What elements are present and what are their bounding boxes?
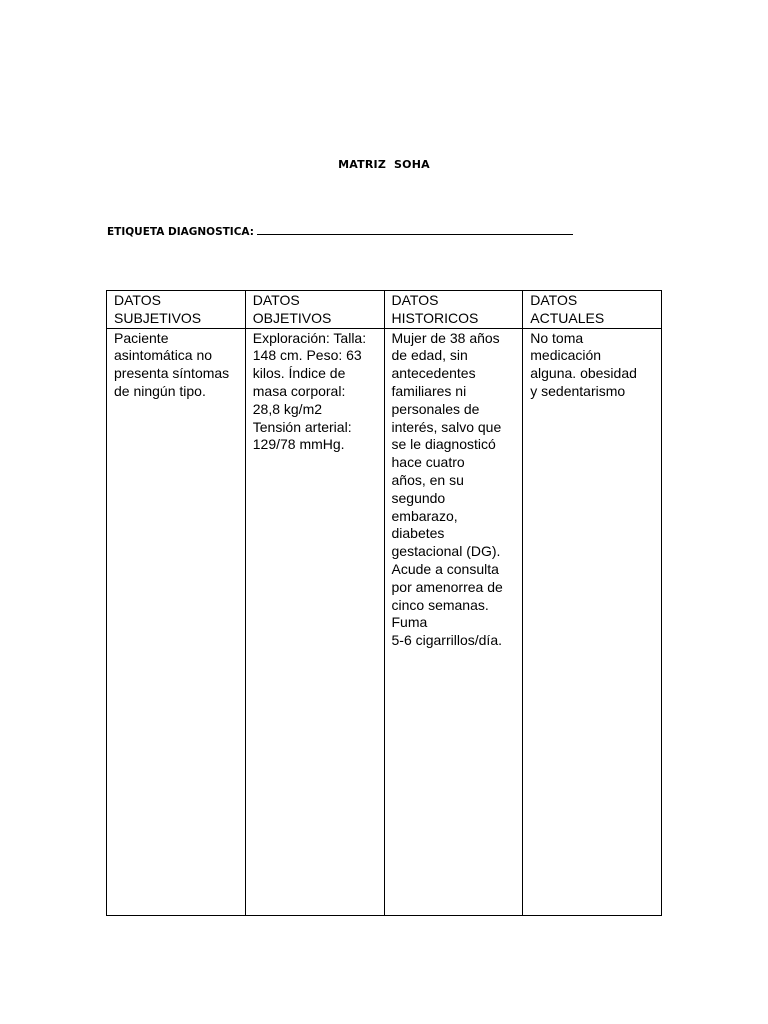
diagnostic-blank-line <box>257 225 573 235</box>
cell-datos-historicos: Mujer de 38 años de edad, sin antecedentes familiares ni personales de interés, salvo que se le diagnosticó hace cuatro años, en su segundo embarazo, diabetes gestacional (DG). Acude a consulta por amenorrea de cinco semanas. Fuma 5-6 cigarrillos/día. <box>384 328 523 915</box>
cell-datos-subjetivos: Paciente asintomática no presenta síntomas de ningún tipo. <box>107 328 246 915</box>
document-title: MATRIZ SOHA <box>338 158 430 171</box>
soha-matrix-table <box>106 290 662 916</box>
header-datos-subjetivos: DATOS SUBJETIVOS <box>107 291 246 329</box>
diagnostic-label-row <box>107 225 573 238</box>
cell-datos-objetivos: Exploración: Talla: 148 cm. Peso: 63 kilos. Índice de masa corporal: 28,8 kg/m2 Tensión arterial: 129/78 mmHg. <box>245 328 384 915</box>
table-row <box>107 328 662 915</box>
header-datos-objetivos: DATOS OBJETIVOS <box>245 291 384 329</box>
header-datos-actuales: DATOS ACTUALES <box>523 291 662 329</box>
header-datos-historicos: DATOS HISTORICOS <box>384 291 523 329</box>
cell-datos-actuales: No toma medicación alguna. obesidad y sedentarismo <box>523 328 662 915</box>
diagnostic-label: ETIQUETA DIAGNOSTICA: <box>107 226 254 238</box>
table-header-row <box>107 291 662 329</box>
